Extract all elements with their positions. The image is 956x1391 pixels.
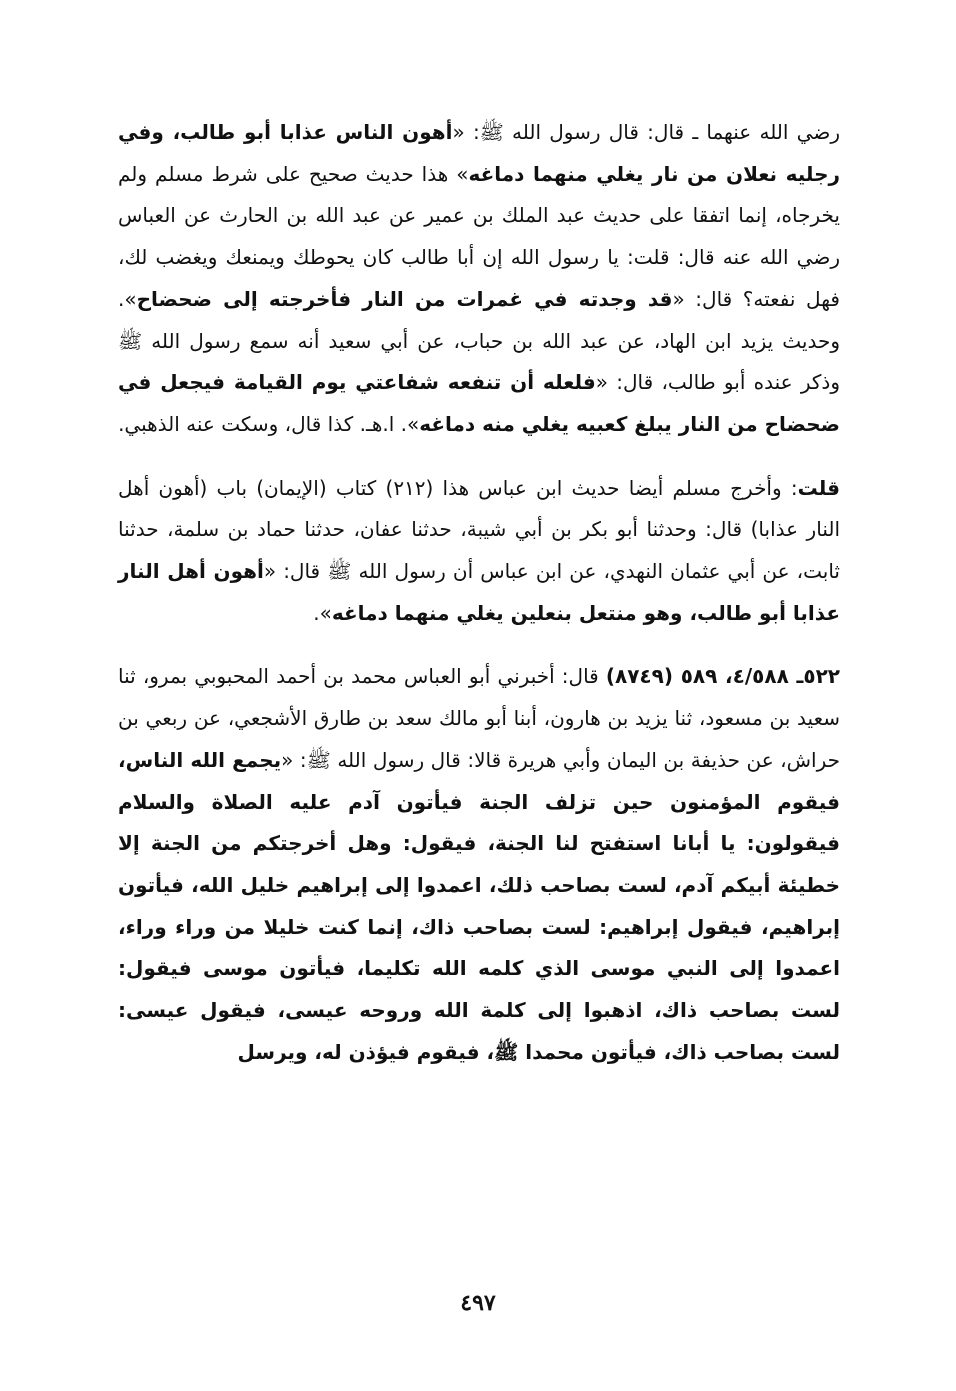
text-segment: قال: أخبرني أبو العباس محمد بن أحمد المحبوبي بمرو، ثنا سعيد بن مسعود، ثنا يزيد بن هارون، أبنا أبو مالك سعد بن طارق الأشجعي، عن ربعي بن حراش، عن حذيفة بن اليمان وأبي هريرة قالا: قال رسول الله ﷺ: « xyxy=(118,664,841,772)
paragraph-2 xyxy=(118,468,840,635)
hadith-quote: أهون أهل النار عذابا أبو طالب، وهو منتعل بنعلين يغلي منهما دماغه xyxy=(118,559,840,625)
text-segment: رضي الله عنهما ـ قال: قال رسول الله ﷺ: « xyxy=(452,120,840,144)
text-segment: ». xyxy=(313,600,332,625)
hadith-quote: فلعله أن تنفعه شفاعتي يوم القيامة فيجعل في ضحضاح من النار يبلغ كعبيه يغلي منه دماغه xyxy=(118,370,840,436)
hadith-quote: قد وجدته في غمرات من النار فأخرجته إلى ضحضاح xyxy=(136,286,673,311)
text-segment: : وأخرج مسلم أيضا حديث ابن عباس هذا (٢١٢) كتاب (الإيمان) باب (أهون أهل النار عذابا) قال: وحدثنا أبو بكر بن أبي شيبة، حدثنا عفان، حدثنا حماد بن سلمة، حدثنا ثابت، عن أبي عثمان النهدي، عن ابن عباس أن رسول الله ﷺ قال: « xyxy=(118,475,840,584)
paragraph-1 xyxy=(118,112,840,446)
text-segment: » هذا حديث صحيح على شرط مسلم ولم يخرجاه، إنما اتفقا على حديث عبد الملك بن عمير عن عبد الله بن الحارث عن العباس رضي الله عنه قال: قلت: يا رسول الله إن أبا طالب كان يحوطك ويمنعك ويغضب لك، فهل نفعته؟ قال: « xyxy=(118,161,840,311)
paragraph-3 xyxy=(118,656,840,1073)
text-segment: ». ا.هـ. كذا قال، وسكت عنه الذهبي. xyxy=(118,411,420,436)
page-number: ٤٩٧ xyxy=(460,1290,496,1316)
qultu-label: قلت xyxy=(797,475,840,500)
hadith-quote: أهون الناس عذابا أبو طالب، وفي رجليه نعلان من نار يغلي منهما دماغه xyxy=(118,120,840,186)
hadith-number: ٥٢٢ـ ٤/٥٨٨، ٥٨٩ (٨٧٤٩) xyxy=(605,664,840,689)
page-text-block xyxy=(118,112,840,1073)
hadith-quote: يجمع الله الناس، فيقوم المؤمنون حين تزلف الجنة فيأتون آدم عليه الصلاة والسلام فيقولون: يا أبانا استفتح لنا الجنة، فيقول: وهل أخرجتكم من الجنة إلا خطيئة أبيكم آدم، لست بصاحب ذلك، اعمدوا إلى إبراهيم خليل الله، فيأتون إبراهيم، فيقول إبراهيم: لست بصاحب ذاك، إنما كنت خليلا من وراء وراء، اعمدوا إلى النبي موسى الذي كلمه الله تكليما، فيأتون موسى فيقول: لست بصاحب ذاك، اذهبوا إلى كلمة الله وروحه عيسى، فيقول عيسى: لست بصاحب ذاك، فيأتون محمدا ﷺ، فيقوم فيؤذن له، ويرسل xyxy=(118,747,840,1064)
text-segment: ». وحديث يزيد ابن الهاد، عن عبد الله بن حباب، عن أبي سعيد أنه سمع رسول الله ﷺ وذكر عنده أبو طالب، قال: « xyxy=(118,286,840,395)
